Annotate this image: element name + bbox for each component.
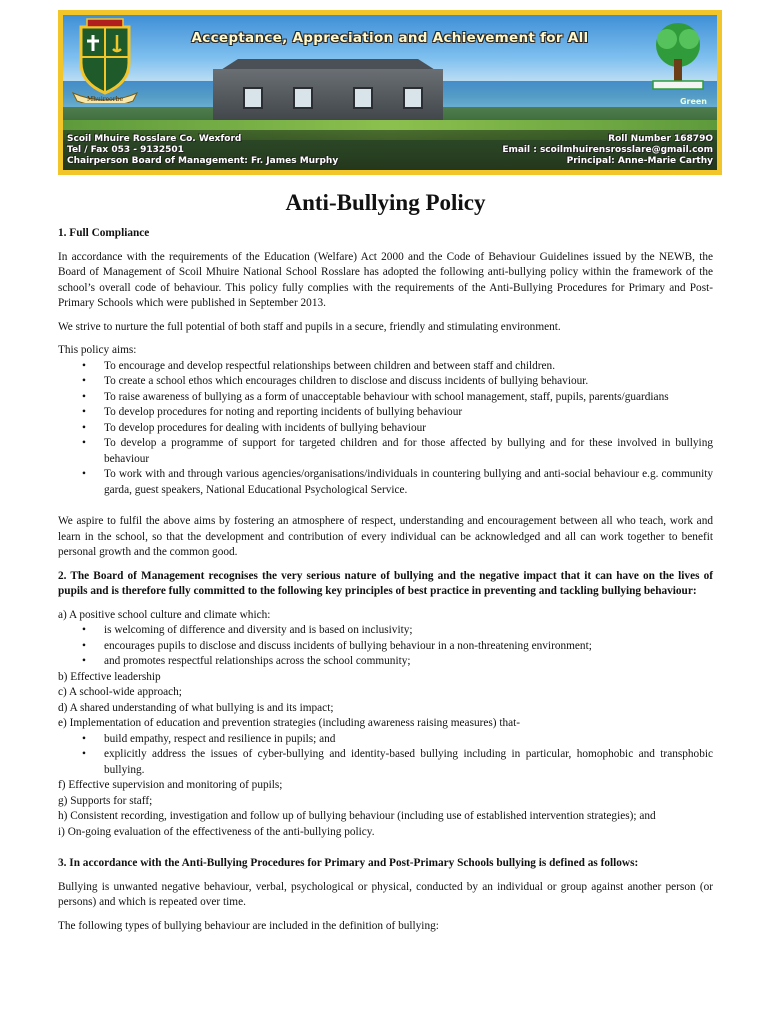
window (293, 87, 313, 109)
chairperson: Chairperson Board of Management: Fr. James Murphy (67, 156, 339, 166)
list-item: • To work with and through various agencies/organisations/individuals in countering bullying and anti-social behaviour e.g. community garda, guest speakers, National Educational Psychological Service. (76, 467, 713, 498)
bullying-types-intro: The following types of bullying behaviour are included in the definition of bullying: (58, 919, 439, 932)
section-3-heading: 3. In accordance with the Anti-Bullying Procedures for Primary and Post-Primary Schools bullying is defined as follows: (58, 857, 639, 869)
school-contact-right (502, 134, 713, 167)
principle-h: h) Consistent recording, investigation and follow up of bullying behaviour (including use of established intervention strategies); and (58, 810, 656, 822)
school-email: Email : scoilmhuirensrosslare@gmail.com (502, 145, 713, 155)
school-banner (58, 10, 722, 175)
crest-scroll-text: Mhuireorbe (86, 96, 124, 103)
list-item: • To raise awareness of bullying as a form of unacceptable behaviour with school management, staff, pupils, parents/guardians (76, 390, 713, 406)
list-item: • is welcoming of difference and diversity and is based on inclusivity; (64, 623, 713, 639)
principle-g: g) Supports for staff; (58, 794, 153, 807)
aspire-paragraph: We aspire to fulfil the above aims by fostering an atmosphere of respect, understanding and encouragement between all who teach, work and learn in the school, so that the development and contribution of every individual can be acknowledged and all can work together to benefit personal growth and the common good. (58, 515, 713, 558)
roll-number: Roll Number 16879O (608, 134, 713, 144)
section-2-heading: 2. The Board of Management recognises the very serious nature of bullying and the negative impact that it can have on the lives of pupils and is therefore fully committed to the following key principles of best practice in preventing and tackling bullying behaviour: (58, 569, 713, 597)
page-title: Anti-Bullying Policy (285, 190, 486, 215)
green-school-label: Green (679, 97, 707, 106)
principle-f: f) Effective supervision and monitoring of pupils; (58, 779, 283, 791)
principal: Principal: Anne-Marie Carthy (566, 156, 713, 166)
policy-document (58, 190, 713, 942)
list-item: • and promotes respectful relationships across the school community; (64, 654, 713, 670)
list-item: • To develop procedures for dealing with incidents of bullying behaviour (76, 421, 713, 437)
list-item: • explicitly address the issues of cyber-bullying and identity-based bullying including in particular, homophobic and transphobic bullying. (64, 747, 713, 778)
section-1-heading: 1. Full Compliance (58, 227, 150, 239)
list-item: • encourages pupils to disclose and discuss incidents of bullying behaviour in a non-threatening environment; (64, 639, 713, 655)
bullying-definition: Bullying is unwanted negative behaviour, verbal, psychological or physical, conducted by an individual or group against another person (or persons) and which is repeated over time. (58, 880, 713, 908)
school-contact-left (67, 134, 338, 167)
section-1-mission: We strive to nurture the full potential of both staff and pupils in a secure, friendly and stimulating environment. (58, 320, 561, 333)
window (353, 87, 373, 109)
list-item: • To encourage and develop respectful relationships between children and between staff and children. (76, 359, 713, 375)
window (403, 87, 423, 109)
banner-photo (63, 15, 717, 170)
list-item: • build empathy, respect and resilience in pupils; and (64, 732, 713, 748)
principle-b: b) Effective leadership (58, 670, 161, 683)
principle-i: i) On-going evaluation of the effectiveness of the anti-bullying policy. (58, 825, 375, 838)
school-phone: Tel / Fax 053 - 9132501 (67, 145, 184, 155)
principle-d: d) A shared understanding of what bullying is and its impact; (58, 701, 334, 714)
aims-list (76, 359, 713, 499)
school-motto: Acceptance, Appreciation and Achievement for All (191, 30, 589, 46)
aims-intro: This policy aims: (58, 344, 137, 356)
principle-a-list (64, 623, 713, 670)
principle-c: c) A school-wide approach; (58, 686, 182, 698)
list-item: • To develop procedures for noting and reporting incidents of bullying behaviour (76, 405, 713, 421)
principle-e-list (64, 732, 713, 779)
section-1-paragraph: In accordance with the requirements of the Education (Welfare) Act 2000 and the Code of Behaviour Guidelines issued by the NEWB, the Board of Management of Scoil Mhuire National School Rosslare has adopted the following anti-bullying policy within the framework of the school’s overall code of behaviour. This policy fully complies with the requirements of the Anti-Bullying Procedures for Primary and Post-Primary Schools which were published in September 2013. (58, 250, 713, 309)
list-item: • To create a school ethos which encourages children to disclose and discuss incidents of bullying behaviour. (76, 374, 713, 390)
principle-e: e) Implementation of education and prevention strategies (including awareness raising measures) that- (58, 717, 521, 729)
principle-a: a) A positive school culture and climate which: (58, 608, 271, 621)
window (243, 87, 263, 109)
school-address: Scoil Mhuire Rosslare Co. Wexford (67, 134, 242, 144)
list-item: • To develop a programme of support for targeted children and for those affected by bullying and for these involved in bullying behaviour (76, 436, 713, 467)
